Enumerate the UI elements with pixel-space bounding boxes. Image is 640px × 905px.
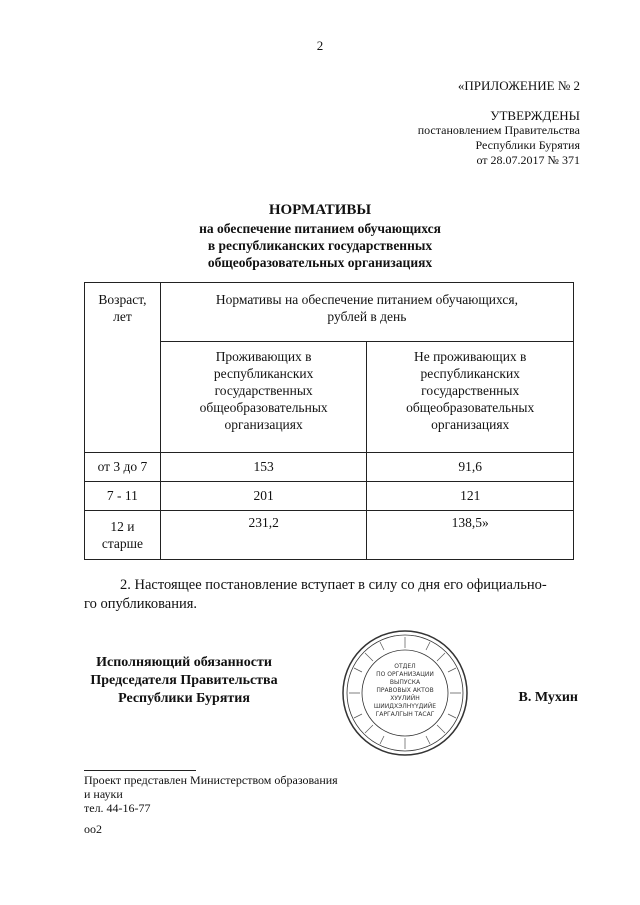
main-header-line-2: рублей в день: [327, 309, 407, 324]
resident-header-line: Проживающих в: [215, 349, 312, 364]
resident-value: 153: [160, 453, 367, 482]
age-cell-line-1: 12 и: [110, 519, 135, 534]
title-line-3: общеобразовательных организациях: [207, 255, 433, 270]
resident-header-line: общеобразовательных: [199, 400, 328, 415]
footnote-line-1: Проект представлен Министерством образования: [84, 773, 338, 787]
age-cell: от 3 до 7: [85, 453, 161, 482]
effective-clause: [84, 576, 574, 614]
signer-name: В. Мухин: [518, 690, 578, 705]
page-number: 2: [316, 38, 324, 53]
non-resident-header-line: государственных: [421, 383, 520, 398]
resident-header-line: республиканских: [213, 366, 314, 381]
resident-value: 201: [160, 482, 367, 511]
seal-inner-line: ШИИДХЭЛНҮҮДИЙЕ: [373, 703, 437, 710]
approval-line-2: постановлением Правительства: [417, 123, 580, 137]
non-resident-header-line: общеобразовательных: [406, 400, 535, 415]
resident-header-line: организациях: [224, 417, 303, 432]
seal-inner-line: ОТДЕЛ: [394, 663, 416, 670]
age-header-line-1: Возраст,: [98, 292, 147, 307]
footnote-line-3: тел. 44-16-77: [84, 801, 151, 815]
age-cell: [85, 511, 161, 560]
approval-line-4: от 28.07.2017 № 371: [476, 153, 580, 167]
footnote-divider: [84, 770, 196, 771]
resident-value: 231,2: [160, 511, 367, 560]
appendix-label: «ПРИЛОЖЕНИЕ № 2: [457, 78, 580, 93]
table-row: [85, 482, 574, 511]
effective-clause-line-2: го опубликования.: [84, 596, 198, 612]
age-cell: 7 - 11: [85, 482, 161, 511]
footnote: [84, 773, 338, 815]
seal-inner-line: ХУУЛИЙН: [390, 695, 420, 702]
document-title: [0, 200, 640, 271]
resident-header-line: государственных: [214, 383, 313, 398]
signer-title-line-2: Председателя Правительства: [90, 673, 278, 688]
non-resident-header-line: республиканских: [420, 366, 520, 381]
main-header: [160, 283, 573, 342]
document-code: оо2: [84, 822, 102, 836]
non-resident-header-line: организациях: [431, 417, 510, 432]
approval-line-1: УТВЕРЖДЕНЫ: [490, 108, 580, 123]
seal-inner-line: ПРАВОВЫХ АКТОВ: [376, 687, 434, 694]
effective-clause-text-1: 2. Настоящее постановление вступает в силу со дня его официально-: [120, 577, 547, 593]
non-resident-value: 121: [367, 482, 574, 511]
age-header: [85, 283, 161, 453]
seal-inner-line: ВЫПУСКА: [389, 679, 421, 686]
table-row: [85, 511, 574, 560]
age-cell-line-2: старше: [101, 536, 144, 551]
non-resident-header: [367, 342, 574, 453]
seal-inner-line: ПО ОРГАНИЗАЦИИ: [376, 671, 434, 678]
age-header-line-2: лет: [113, 309, 132, 324]
title-heading: НОРМАТИВЫ: [268, 202, 372, 218]
approval-line-3: Республики Бурятия: [475, 138, 580, 152]
non-resident-value: 91,6: [367, 453, 574, 482]
resident-header: [160, 342, 367, 453]
approval-block: [418, 108, 580, 168]
title-line-1: на обеспечение питанием обучающихся: [199, 221, 441, 236]
non-resident-value: 138,5»: [367, 511, 574, 560]
seal-inner-line: ГАРГАЛГЫН ТАСАГ: [375, 711, 435, 718]
footnote-line-2: и науки: [84, 787, 123, 801]
norms-table: [84, 282, 574, 560]
table-row: [85, 453, 574, 482]
signer-position: [84, 654, 284, 708]
main-header-line-1: Нормативы на обеспечение питанием обучающихся,: [215, 292, 518, 307]
signer-title-line-3: Республики Бурятия: [118, 691, 250, 706]
effective-clause-line-1: [84, 576, 574, 595]
official-seal: [340, 628, 470, 758]
non-resident-header-line: Не проживающих в: [413, 349, 527, 364]
title-line-2: в республиканских государственных: [207, 238, 433, 253]
signer-title-line-1: Исполняющий обязанности: [96, 655, 272, 670]
